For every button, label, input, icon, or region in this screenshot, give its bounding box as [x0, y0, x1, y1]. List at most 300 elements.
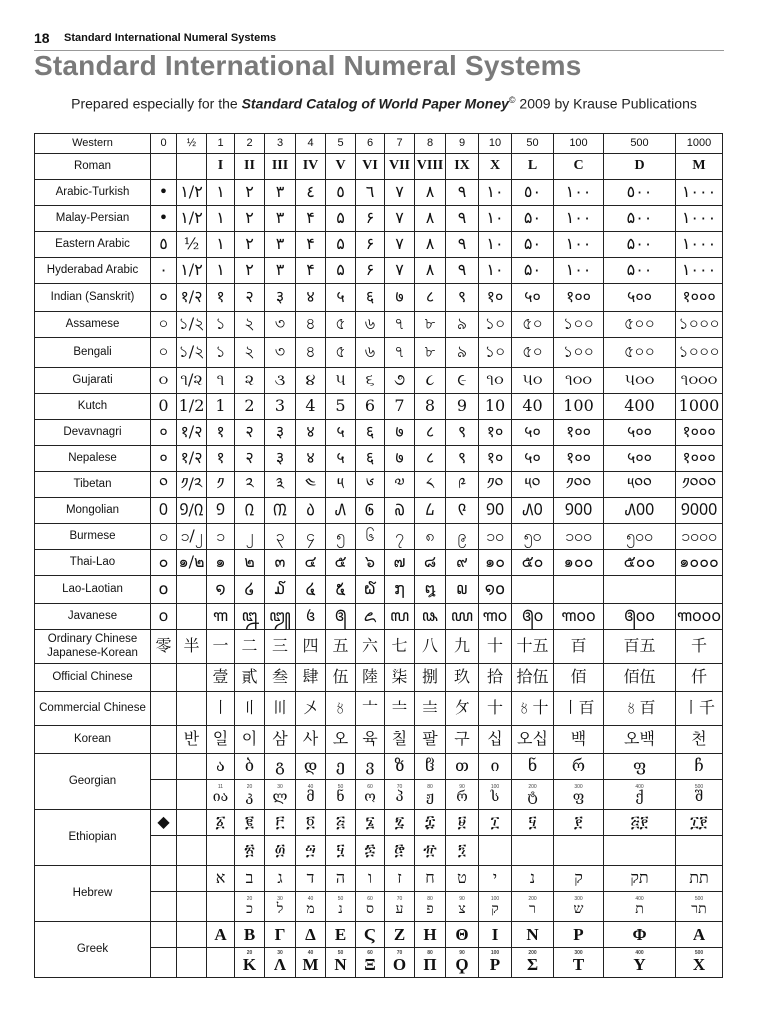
numeral-glyph: ١/٢ — [180, 182, 203, 202]
numeral-glyph: 400 — [624, 396, 655, 416]
numeral-glyph: 7 — [396, 136, 403, 149]
table-row — [35, 664, 723, 692]
numeral-cell — [207, 836, 235, 866]
numeral-cell — [604, 154, 676, 180]
numeral-glyph: ٩ — [457, 234, 467, 254]
numeral-glyph: ꧕꧐ — [521, 606, 544, 626]
numeral-cell — [235, 338, 265, 368]
numeral-cell — [385, 664, 415, 692]
numeral-glyph: ૪ — [305, 370, 316, 390]
catalog-name: Standard Catalog of World Paper Money — [241, 95, 509, 112]
numeral-glyph: ৩ — [274, 314, 286, 334]
row-label: Tibetan — [35, 472, 151, 498]
numeral-cell — [207, 550, 235, 576]
numeral-glyph: ९ — [457, 448, 467, 468]
numeral-glyph: ፴ — [274, 840, 286, 860]
numeral-glyph: Ο — [392, 955, 407, 975]
numeral-glyph: ၅၀၀ — [626, 526, 653, 546]
numeral-cell — [235, 420, 265, 446]
numeral-cell — [446, 368, 479, 394]
numeral-glyph: 拾 — [486, 667, 503, 687]
numeral-glyph: ת — [635, 900, 644, 917]
numeral-glyph: ፯ — [394, 812, 405, 832]
numeral-glyph: פ — [426, 900, 434, 917]
numeral-glyph: 捌 — [421, 667, 438, 687]
numeral-cell — [415, 948, 446, 978]
numeral-glyph: ח — [425, 868, 435, 888]
numeral-glyph: ᠓ — [272, 500, 287, 520]
numeral-cell — [415, 232, 446, 258]
numeral-glyph: ი — [490, 756, 500, 776]
numeral-cell — [235, 692, 265, 726]
numeral-cell — [207, 892, 235, 922]
numeral-glyph: ١ — [216, 260, 225, 280]
numeral-glyph: ১০ — [484, 314, 506, 334]
numeral-cell — [296, 180, 326, 206]
numeral-glyph: ๔ — [304, 552, 317, 572]
numeral-glyph: २ — [245, 287, 254, 307]
numeral-cell — [151, 948, 177, 978]
numeral-cell — [676, 368, 723, 394]
numeral-cell — [296, 420, 326, 446]
table-row — [35, 810, 723, 836]
numeral-cell — [265, 284, 296, 312]
numeral-glyph: ၇ — [395, 526, 404, 546]
numeral-glyph: ৫ — [335, 314, 346, 334]
numeral-glyph: ٣ — [275, 182, 285, 202]
numeral-glyph: י — [492, 868, 498, 888]
numeral-glyph: 〥十 — [516, 698, 549, 718]
page-header — [34, 30, 724, 51]
numeral-glyph: ო — [364, 788, 376, 805]
numeral-glyph: ૧૦૦ — [564, 370, 593, 390]
numeral-glyph: ה — [335, 868, 346, 888]
numeral-cell — [415, 524, 446, 550]
numeral-glyph: ק — [574, 868, 583, 888]
numeral-cell — [207, 630, 235, 664]
numeral-cell — [512, 524, 554, 550]
numeral-glyph: ל — [276, 900, 284, 917]
numeral-glyph: ৫০ — [522, 342, 543, 362]
numeral-cell — [177, 892, 207, 922]
numeral-glyph: ٩ — [457, 182, 467, 202]
numeral-glyph: ו — [367, 868, 373, 888]
numeral-cell — [446, 780, 479, 810]
numeral-glyph: ꧘ — [421, 606, 439, 626]
numeral-cell — [512, 550, 554, 576]
table-row — [35, 134, 723, 154]
numeral-glyph: ٧ — [395, 208, 404, 228]
numeral-cell — [296, 576, 326, 604]
row-label: Malay-Persian — [35, 206, 151, 232]
numeral-cell — [415, 866, 446, 892]
numeral-cell — [177, 180, 207, 206]
numeral-cell — [385, 576, 415, 604]
numeral-glyph: ৪ — [305, 342, 316, 362]
row-label: Commercial Chinese — [35, 692, 151, 726]
numeral-glyph: ๕๐๐ — [623, 552, 656, 572]
numeral-glyph: 七 — [391, 636, 408, 656]
numeral-cell — [151, 284, 177, 312]
numeral-glyph: ० — [159, 287, 168, 307]
numeral-cell — [446, 498, 479, 524]
numeral-cell — [265, 630, 296, 664]
numeral-cell — [151, 258, 177, 284]
numeral-cell — [554, 312, 604, 338]
page-title: Standard International Numeral Systems — [34, 50, 582, 81]
numeral-glyph: ༧ — [394, 474, 405, 494]
numeral-cell — [207, 258, 235, 284]
numeral-cell — [512, 780, 554, 810]
numeral-glyph: ꧕ — [334, 606, 347, 626]
numeral-glyph: ፮ — [365, 812, 375, 832]
table-row — [35, 498, 723, 524]
numeral-cell — [554, 630, 604, 664]
numeral-cell — [207, 420, 235, 446]
numeral-cell — [512, 312, 554, 338]
numeral-cell — [512, 284, 554, 312]
numeral-cell — [385, 394, 415, 420]
copyright-symbol: © — [508, 95, 516, 105]
numeral-cell — [604, 630, 676, 664]
numeral-cell — [512, 892, 554, 922]
numeral-cell — [385, 524, 415, 550]
numeral-cell — [385, 726, 415, 754]
numeral-glyph: ᠑᠐᠐ — [564, 500, 593, 520]
numeral-cell — [479, 180, 512, 206]
numeral-cell — [554, 922, 604, 948]
value-subscript: 100 — [490, 783, 500, 790]
numeral-cell — [356, 472, 385, 498]
numeral-glyph: ٧ — [395, 182, 404, 202]
numeral-glyph: ၈ — [425, 526, 435, 546]
value-subscript: 60 — [367, 895, 373, 902]
numeral-cell — [356, 180, 385, 206]
numeral-cell — [446, 664, 479, 692]
numeral-cell — [177, 664, 207, 692]
value-subscript: 300 — [574, 783, 583, 790]
numeral-cell — [604, 368, 676, 394]
numeral-cell — [604, 524, 676, 550]
numeral-glyph: 오 — [332, 729, 349, 749]
numeral-glyph: १०० — [566, 448, 591, 468]
numeral-cell — [415, 726, 446, 754]
numeral-glyph: ፶ — [336, 840, 345, 860]
numeral-glyph: १०० — [566, 287, 591, 307]
numeral-glyph: ৬ — [364, 314, 376, 334]
numeral-glyph: 4 — [307, 136, 314, 149]
numeral-glyph: १००० — [682, 422, 716, 442]
numeral-cell — [265, 922, 296, 948]
numeral-cell — [326, 312, 356, 338]
numeral-glyph: ২ — [244, 314, 255, 334]
numeral-glyph: 〡千 — [682, 698, 715, 718]
numeral-cell — [296, 472, 326, 498]
numeral-cell — [446, 284, 479, 312]
numeral-cell — [512, 258, 554, 284]
numeral-cell — [235, 948, 265, 978]
numeral-glyph: 10 — [488, 136, 502, 149]
numeral-cell — [554, 134, 604, 154]
numeral-glyph: 〢 — [241, 698, 258, 718]
page-number: 18 — [34, 30, 50, 46]
numeral-cell — [356, 154, 385, 180]
numeral-glyph: ༡ — [216, 474, 225, 494]
numeral-cell — [235, 446, 265, 472]
numeral-cell — [385, 780, 415, 810]
numeral-glyph: ५० — [524, 422, 541, 442]
numeral-glyph: ۵٠٠ — [626, 260, 653, 280]
numeral-cell — [265, 338, 296, 368]
numeral-cell — [356, 206, 385, 232]
numeral-glyph: ꧑꧐ — [482, 606, 508, 626]
numeral-glyph: ૬ — [365, 370, 375, 390]
numeral-cell — [235, 630, 265, 664]
numeral-glyph: ၉ — [457, 526, 467, 546]
numeral-glyph: ၅ — [336, 526, 345, 546]
numeral-cell — [446, 206, 479, 232]
numeral-glyph: 佰伍 — [623, 667, 656, 687]
numeral-cell — [235, 726, 265, 754]
numeral-cell — [151, 232, 177, 258]
numeral-glyph: ๘ — [423, 552, 437, 572]
numeral-cell — [676, 498, 723, 524]
numeral-glyph: ٢ — [245, 182, 254, 202]
numeral-cell — [446, 312, 479, 338]
numeral-glyph: 7 — [394, 396, 405, 416]
numeral-cell — [385, 892, 415, 922]
numeral-cell — [479, 206, 512, 232]
numeral-glyph: כ — [246, 900, 253, 917]
numeral-cell — [265, 836, 296, 866]
numeral-cell — [265, 664, 296, 692]
numeral-cell — [554, 498, 604, 524]
numeral-cell — [207, 948, 235, 978]
numeral-glyph: ꧗ — [389, 606, 410, 626]
numeral-glyph: ፶ — [528, 812, 537, 832]
numeral-glyph: ১০০০ — [678, 314, 720, 334]
numeral-glyph: ৮ — [424, 314, 436, 334]
numeral-glyph: ४ — [306, 422, 315, 442]
numeral-cell — [479, 420, 512, 446]
numeral-cell — [446, 948, 479, 978]
numeral-glyph: კ — [245, 788, 254, 805]
numeral-cell — [265, 866, 296, 892]
numeral-glyph: ٥ — [336, 182, 345, 202]
numeral-glyph: Τ — [572, 955, 585, 975]
numeral-glyph: 〤 — [302, 698, 319, 718]
numeral-glyph: ১০০ — [562, 342, 595, 362]
table-row — [35, 368, 723, 394]
numeral-cell — [235, 576, 265, 604]
numeral-cell — [265, 892, 296, 922]
numeral-cell — [207, 472, 235, 498]
numeral-glyph: ۵٠ — [523, 260, 542, 280]
numeral-glyph: 〣 — [271, 698, 288, 718]
numeral-cell — [676, 206, 723, 232]
numeral-glyph: 一 — [212, 636, 229, 656]
numeral-glyph: ५ — [336, 287, 345, 307]
numeral-cell — [296, 206, 326, 232]
numeral-cell — [326, 446, 356, 472]
numeral-cell — [604, 206, 676, 232]
row-label: Burmese — [35, 524, 151, 550]
numeral-cell — [446, 134, 479, 154]
numeral-glyph: 〩 — [453, 698, 470, 718]
numeral-glyph: ६ — [365, 287, 375, 307]
numeral-glyph: II — [244, 158, 255, 174]
numeral-glyph: ৭ — [394, 342, 405, 362]
numeral-glyph: ꧓ — [269, 606, 291, 626]
numeral-glyph: 千 — [690, 636, 707, 656]
numeral-glyph: ე — [336, 756, 345, 776]
table-row — [35, 576, 723, 604]
value-subscript: 100 — [490, 895, 500, 902]
numeral-glyph: ၂ — [245, 526, 254, 546]
numeral-cell — [151, 726, 177, 754]
numeral-cell — [554, 338, 604, 368]
numeral-cell — [676, 630, 723, 664]
value-subscript: 20 — [246, 895, 253, 902]
numeral-cell — [296, 258, 326, 284]
numeral-cell — [151, 154, 177, 180]
numeral-glyph: ૭ — [393, 370, 406, 390]
numeral-glyph: ༣ — [275, 474, 285, 494]
numeral-glyph: Λ — [273, 955, 287, 975]
numeral-glyph: 〥 — [332, 698, 349, 718]
numeral-glyph: ქ — [635, 788, 644, 805]
numeral-cell — [207, 134, 235, 154]
numeral-glyph: ८ — [425, 422, 435, 442]
numeral-glyph: ꧙ — [450, 606, 474, 626]
numeral-cell — [177, 232, 207, 258]
numeral-cell — [207, 524, 235, 550]
numeral-cell — [151, 576, 177, 604]
numeral-glyph: ४ — [306, 287, 315, 307]
numeral-glyph: ༡༠༠༠ — [681, 474, 717, 494]
numeral-cell — [235, 258, 265, 284]
numeral-cell — [326, 420, 356, 446]
numeral-cell — [356, 524, 385, 550]
numeral-cell — [265, 206, 296, 232]
numeral-glyph: ᠙ — [457, 500, 467, 520]
numeral-cell — [479, 258, 512, 284]
numeral-cell — [296, 866, 326, 892]
numeral-cell — [385, 472, 415, 498]
numeral-glyph: 玖 — [453, 667, 470, 687]
value-subscript: 300 — [574, 950, 583, 957]
numeral-cell — [235, 498, 265, 524]
numeral-glyph: ༦ — [365, 474, 375, 494]
numeral-cell — [554, 692, 604, 726]
numeral-cell — [604, 498, 676, 524]
numeral-cell — [512, 206, 554, 232]
numeral-cell — [554, 576, 604, 604]
numeral-glyph: ტ — [527, 788, 538, 805]
numeral-glyph: ٦ — [365, 182, 375, 202]
numeral-glyph: ١٠٠ — [565, 208, 592, 228]
numeral-cell — [235, 754, 265, 780]
numeral-glyph: ๐ — [158, 552, 169, 572]
numeral-glyph: ৯ — [456, 342, 468, 362]
numeral-cell — [512, 810, 554, 836]
numeral-glyph: 九 — [453, 636, 470, 656]
numeral-cell — [446, 550, 479, 576]
numeral-cell — [446, 420, 479, 446]
numeral-cell — [554, 780, 604, 810]
value-subscript: 500 — [694, 950, 704, 957]
numeral-cell — [356, 446, 385, 472]
numeral-cell — [554, 284, 604, 312]
numeral-glyph: Ϛ — [363, 924, 377, 944]
numeral-glyph: ৫ — [335, 342, 346, 362]
numeral-glyph: 5 — [335, 396, 346, 416]
numeral-cell — [151, 810, 177, 836]
numeral-glyph: א — [215, 868, 226, 888]
numeral-glyph: ၁ — [216, 526, 225, 546]
numeral-glyph: ๑๐๐ — [563, 552, 594, 572]
numeral-cell — [326, 134, 356, 154]
numeral-cell — [604, 472, 676, 498]
numeral-glyph: ໕ — [335, 579, 346, 599]
numeral-glyph: ४ — [306, 448, 315, 468]
numeral-cell — [479, 394, 512, 420]
numeral-cell — [177, 312, 207, 338]
numeral-cell — [177, 338, 207, 368]
numeral-glyph: ८ — [425, 448, 435, 468]
subtitle — [0, 95, 768, 112]
row-label: Eastern Arabic — [35, 232, 151, 258]
value-subscript: 70 — [396, 950, 403, 957]
numeral-cell — [151, 892, 177, 922]
numeral-cell — [446, 866, 479, 892]
numeral-cell — [554, 154, 604, 180]
numeral-glyph: ზ — [394, 756, 405, 776]
numeral-glyph: დ — [303, 756, 318, 776]
numeral-cell — [207, 232, 235, 258]
numeral-cell — [604, 692, 676, 726]
numeral-cell — [512, 836, 554, 866]
numeral-glyph: 〡百 — [562, 698, 595, 718]
numeral-cell — [326, 892, 356, 922]
numeral-cell — [177, 524, 207, 550]
numeral-glyph: ૧/૨ — [180, 370, 203, 390]
numeral-glyph: ১০০০ — [678, 342, 720, 362]
numeral-glyph: ໖ — [364, 579, 376, 599]
table-row — [35, 338, 723, 368]
value-subscript: 70 — [396, 895, 403, 902]
value-subscript: 80 — [427, 950, 433, 957]
numeral-glyph: Θ — [455, 924, 469, 944]
value-subscript: 200 — [528, 895, 537, 902]
numeral-cell — [676, 420, 723, 446]
numeral-glyph: १/२ — [180, 422, 203, 442]
numeral-glyph: ৮ — [424, 342, 436, 362]
numeral-cell — [207, 284, 235, 312]
numeral-cell — [479, 892, 512, 922]
numeral-glyph: ٨ — [425, 182, 435, 202]
numeral-cell — [554, 754, 604, 780]
numeral-glyph: ნ — [527, 756, 538, 776]
numeral-cell — [151, 922, 177, 948]
numeral-cell — [676, 948, 723, 978]
numeral-cell — [512, 180, 554, 206]
numeral-glyph: ১ — [215, 314, 226, 334]
numeral-glyph: V — [335, 158, 346, 174]
numeral-glyph: १/२ — [180, 287, 203, 307]
numeral-glyph: Σ — [526, 955, 539, 975]
numeral-glyph: C — [573, 158, 584, 174]
